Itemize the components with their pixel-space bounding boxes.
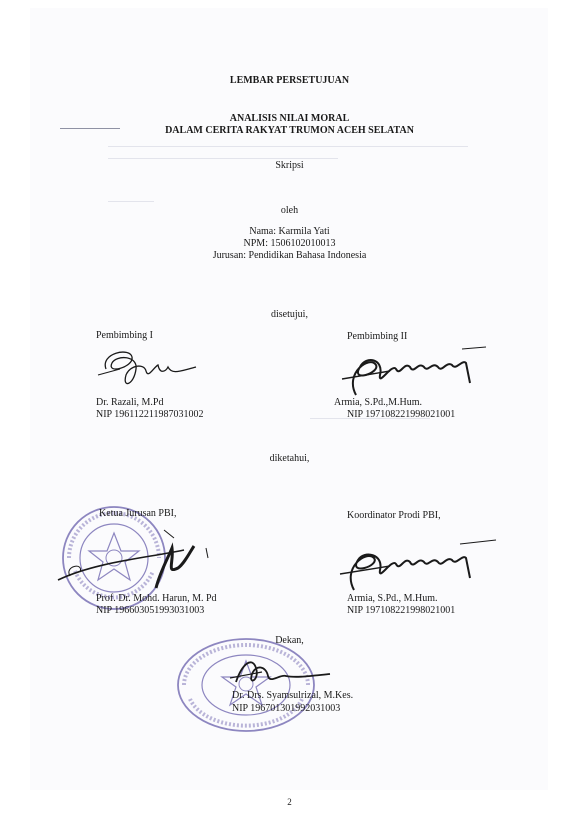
coordinator-signature [330,536,500,596]
dean-name: Dr. Drs. Syamsulrizal, M.Kes. [232,690,354,701]
thesis-title-line-2: DALAM CERITA RAKYAT TRUMON ACEH SELATAN [165,125,414,136]
advisor1-nip: NIP 196112211987031002 [96,409,204,420]
coordinator-role: Koordinator Prodi PBI, [347,510,441,521]
advisor2-role: Pembimbing II [347,331,408,342]
approved-label: disetujui, [271,309,308,320]
dean-role: Dekan, [275,635,304,646]
dean-signature [226,652,336,692]
page-title: LEMBAR PERSETUJUAN [229,75,350,86]
head-dept-role: Ketua Jurusan PBI, [99,508,177,519]
page-number: 2 [287,797,292,807]
student-npm: NPM: 1506102010013 [243,238,336,249]
advisor2-nip: NIP 197108221998021001 [347,409,456,420]
head-dept-signature [56,528,226,598]
advisor1-signature [96,345,206,395]
advisor2-name: Armia, S.Pd.,M.Hum. [334,397,423,408]
dean-nip: NIP 196701301992031003 [232,703,341,714]
head-dept-name: Prof. Dr. Mohd. Harun, M. Pd [96,593,217,604]
head-dept-nip: NIP 196603051993031003 [96,605,205,616]
coordinator-nip: NIP 197108221998021001 [347,605,456,616]
show-through-line [108,146,468,147]
show-through-line [108,201,154,202]
acknowledged-label: diketahui, [269,453,310,464]
advisor1-role: Pembimbing I [96,330,153,341]
advisor2-signature [330,343,490,403]
thesis-title-line-1: ANALISIS NILAI MORAL [229,113,350,124]
show-through-line [108,158,338,159]
document-type: Skripsi [275,160,304,171]
coordinator-name: Armia, S.Pd., M.Hum. [347,593,438,604]
student-name: Nama: Karmila Yati [249,226,330,237]
student-major: Jurusan: Pendidikan Bahasa Indonesia [212,250,367,261]
by-label: oleh [280,205,299,216]
advisor1-name: Dr. Razali, M.Pd [96,397,164,408]
